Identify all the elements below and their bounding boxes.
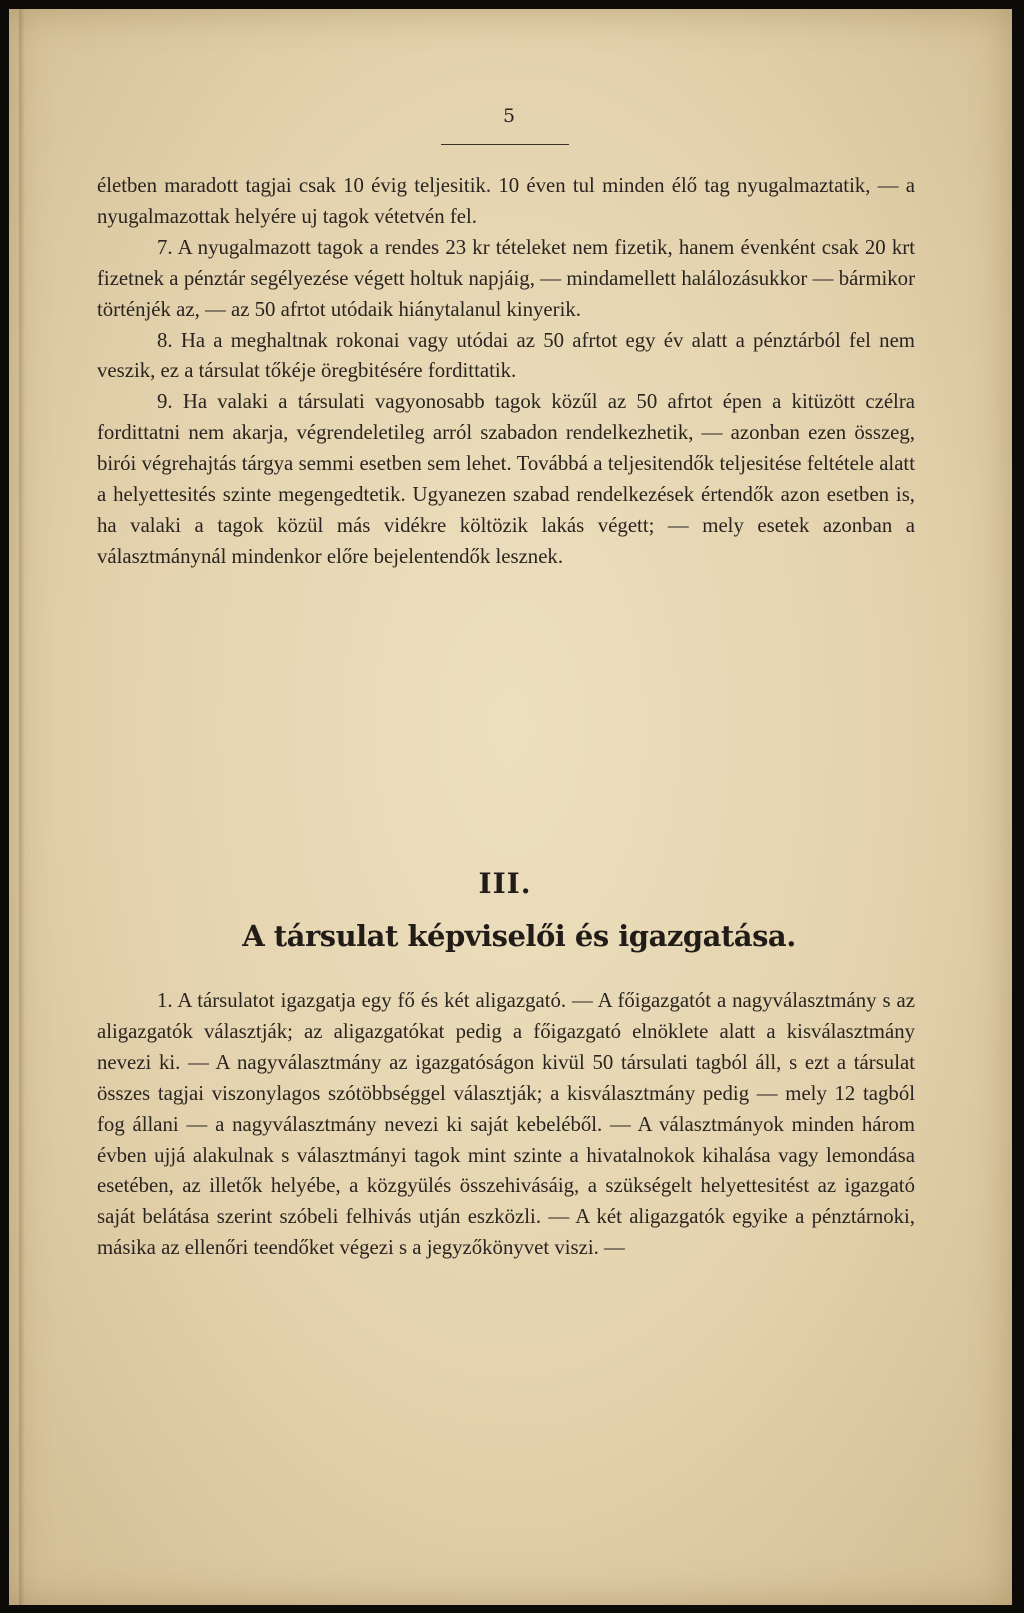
- page-number: 5: [502, 105, 516, 127]
- book-page: [9, 9, 1012, 1605]
- paragraph-item-8: 8. Ha a meghaltnak rokonai vagy utódai az 50 afrtot egy év alatt a pénztárból fel nem veszik, ez a társulat tőkéje öregbitésére fordittatik.: [97, 328, 915, 383]
- section-numeral: III.: [478, 867, 532, 900]
- paragraph-item-1: 1. A társulatot igazgatja egy fő és két aligazgató. — A főigazgatót a nagyválasztmány s az aligazgatók választják; az aligazgatókat pedig a főigazgató elnöklete alatt a kisválasztmány nevezi ki. — A nagyválasztmány az igazgatóságon kivül 50 társulati tagból áll, s ezt a társulat összes tagjai viszonylagos szótöbbséggel választják; a kisválasztmány pedig — mely 12 tagból fog állani — a nagyválasztmány nevezi ki saját kebeléből. — A választmányok minden három évben ujjá alakulnak s választmányi tagok mint szinte a hivatalnokok kihalása vagy lemondása esetében, az illetők helyébe, a közgyülés összehivásáig, a szükségelt helyettesitést az igazgató saját belátása szerint szóbeli felhivás utján eszközli. — A két aligazgatók egyike a pénztárnoki, másika az ellenőri teendőket végezi s a jegyzőkönyvet viszi. —: [97, 989, 915, 1260]
- paragraph-item-9: 9. Ha valaki a társulati vagyonosabb tagok közűl az 50 afrtot épen a kitüzött czélra fordittatni nem akarja, végrendeletileg arról szabadon rendelkezhetik, — azonban ezen összeg, birói végrehajtás tárgya semmi esetben sem lehet. Továbbá a teljesitendők teljesitése feltétele alatt a helyettesités szinte megengedtetik. Ugyanezen szabad rendelkezések értendők azon esetben is, ha valaki a tagok közül más vidékre költözik lakás végett; — mely esetek azonban a választmánynál mindenkor előre bejelentendők lesznek.: [97, 390, 915, 568]
- section-iii-text: [97, 986, 915, 1264]
- paragraph-item-7: 7. A nyugalmazott tagok a rendes 23 kr tételeket nem fizetik, hanem évenként csak 20 krt fizetnek a pénztár segélyezése végett holtuk napjáig, — mindamellett halálozásukkor — bármikor történjék az, — az 50 afrtot utódaik hiánytalanul kinyerik.: [97, 235, 915, 321]
- header-rule: [441, 144, 569, 145]
- paragraph-continued: életben maradott tagjai csak 10 évig teljesitik. 10 éven tul minden élő tag nyugalmaztatik, — a nyugalmazottak helyére uj tagok vétetvén fel.: [97, 174, 915, 228]
- section-title: A társulat képviselői és igazgatása.: [242, 919, 796, 953]
- page-binding-shadow: [19, 9, 25, 1605]
- section-ii-text: [97, 171, 915, 573]
